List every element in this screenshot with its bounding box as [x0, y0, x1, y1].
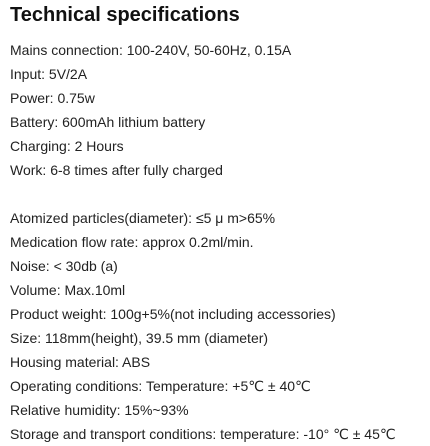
- spec-product-weight: Product weight: 100g+5%(not including accessories): [10, 306, 336, 322]
- spec-input: Input: 5V/2A: [10, 66, 88, 82]
- spec-noise: Noise: < 30db (a): [10, 258, 118, 274]
- page-title: Technical specifications: [10, 4, 240, 26]
- spec-mains-connection: Mains connection: 100-240V, 50-60Hz, 0.15A: [10, 42, 292, 58]
- spec-atomized-particles: Atomized particles(diameter): ≤5 μ m>65%: [10, 210, 276, 226]
- spec-power: Power: 0.75w: [10, 90, 95, 106]
- spec-relative-humidity: Relative humidity: 15%~93%: [10, 402, 189, 418]
- spec-charging: Charging: 2 Hours: [10, 138, 124, 154]
- spec-flow-rate: Medication flow rate: approx 0.2ml/min.: [10, 234, 254, 250]
- spec-housing-material: Housing material: ABS: [10, 354, 151, 370]
- spec-storage-transport: Storage and transport conditions: temperature: -10° ℃ ± 45℃: [10, 426, 396, 442]
- spec-list: [10, 38, 430, 446]
- section-spacer: [10, 182, 430, 206]
- spec-battery: Battery: 600mAh lithium battery: [10, 114, 206, 130]
- spec-volume: Volume: Max.10ml: [10, 282, 126, 298]
- spec-size: Size: 118mm(height), 39.5 mm (diameter): [10, 330, 269, 346]
- spec-work: Work: 6-8 times after fully charged: [10, 162, 223, 178]
- spec-operating-conditions: Operating conditions: Temperature: +5℃ ± 40℃: [10, 378, 311, 394]
